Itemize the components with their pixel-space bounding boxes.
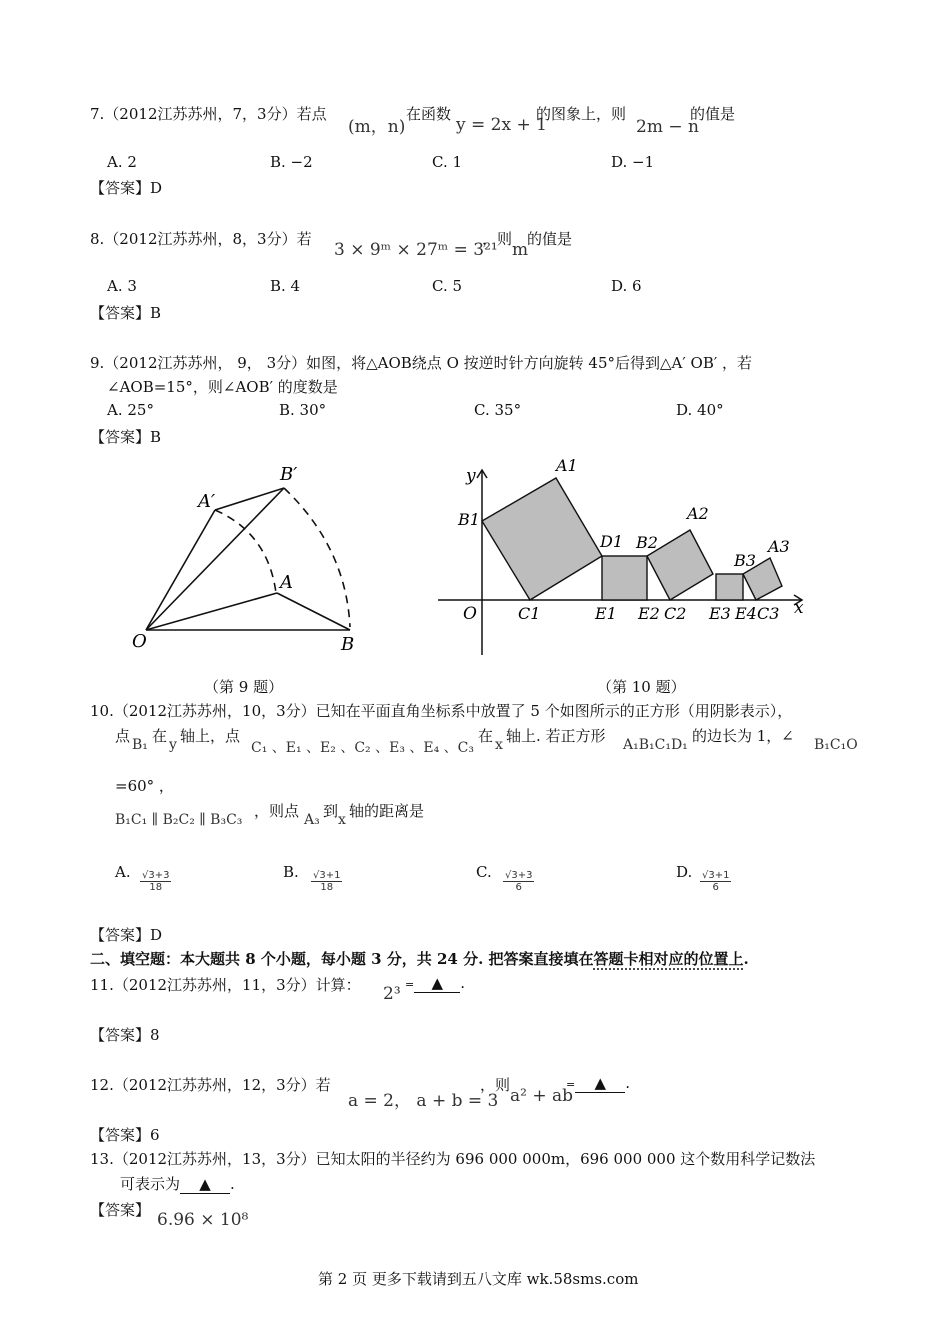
q13-answer-label: 【答案】 xyxy=(90,1201,151,1219)
q10-option-d-fraction xyxy=(700,870,731,893)
q10-option-b-label: B. xyxy=(283,863,299,881)
q11-answer: 【答案】8 xyxy=(90,1026,160,1044)
q10-answer: 【答案】D xyxy=(90,926,163,944)
fig9-label-b-prime: B′ xyxy=(280,464,298,485)
q8-suffix: 的值是 xyxy=(527,230,573,248)
q10-option-d-numerator: √3+1 xyxy=(702,870,730,881)
q12-expression: a² + ab xyxy=(510,1086,574,1106)
q8-option-c: C. 5 xyxy=(432,277,463,295)
fig9-caption: （第 9 题） xyxy=(204,678,284,696)
q12-fill xyxy=(566,1074,630,1093)
fig10-label-e1: E1 xyxy=(595,604,617,623)
q9-stem-line1: 9.（2012江苏苏州， 9， 3分）如图，将△AOB绕点 O 按逆时针方向旋转 45°后得到△A′ OB′ ，若 xyxy=(90,354,753,372)
q7-stem: 7.（2012江苏苏州，7，3分）若点 xyxy=(90,105,327,123)
q7-option-d: D. −1 xyxy=(611,153,655,171)
q7-answer: 【答案】D xyxy=(90,179,163,197)
q10-option-c-denominator: 6 xyxy=(515,882,522,893)
q10-points: C₁ 、E₁ 、E₂ 、C₂ 、E₃ 、E₄ 、C₃ xyxy=(251,740,475,756)
q10-square: A₁B₁C₁D₁ xyxy=(623,737,688,753)
q10-option-d-denominator: 6 xyxy=(712,882,719,893)
fig10-label-b3: B3 xyxy=(734,551,756,570)
q11-eq: = xyxy=(405,978,415,991)
fig10-label-c2: C2 xyxy=(664,604,687,623)
q10-option-c-label: C. xyxy=(476,863,492,881)
q10-option-b-fraction xyxy=(311,870,342,893)
figure-9 xyxy=(120,455,380,665)
q10-degree: =60° ， xyxy=(115,777,174,795)
q8-stem: 8.（2012江苏苏州，8，3分）若 xyxy=(90,230,312,248)
q10-y: y xyxy=(169,737,177,753)
q10-option-b-numerator: √3+1 xyxy=(313,870,341,881)
q11-stem: 11.（2012江苏苏州，11，3分）计算： xyxy=(90,976,361,994)
q12-stem: 12.（2012江苏苏州，12，3分）若 xyxy=(90,1076,331,1094)
fig10-label-a1: A1 xyxy=(556,456,578,475)
q8-option-a: A. 3 xyxy=(107,277,137,295)
fig9-label-a: A xyxy=(280,572,293,593)
q13-line2-prefix: 可表示为 xyxy=(120,1175,181,1193)
q10-option-d-label: D. xyxy=(676,863,693,881)
q10-side: 的边长为 1，∠ xyxy=(692,727,794,745)
fig10-label-e4: E4 xyxy=(735,604,757,623)
figure-10 xyxy=(430,455,820,665)
q12-eq: = xyxy=(566,1078,576,1091)
q7-point: (m，n) xyxy=(348,117,406,137)
q10-parallel: B₁C₁ ∥ B₂C₂ ∥ B₃C₃ xyxy=(115,812,243,828)
q12-answer: 【答案】6 xyxy=(90,1126,160,1144)
q10-zai1: 在 xyxy=(152,727,168,745)
q9-answer: 【答案】B xyxy=(90,428,162,446)
q10-option-a-denominator: 18 xyxy=(149,882,163,893)
q10-then: ，则点 xyxy=(254,802,300,820)
q13-stem-line1: 13.（2012江苏苏州，13，3分）已知太阳的半径约为 696 000 000m，696 000 000 这个数用科学记数法 xyxy=(90,1150,816,1168)
fig10-label-d1: D1 xyxy=(600,532,624,551)
fig10-axis-y: y xyxy=(466,466,476,486)
q9-option-b: B. 30° xyxy=(279,401,327,419)
q10-dian: 点 xyxy=(115,727,131,745)
q12-mid: ，则 xyxy=(480,1076,511,1094)
q8-variable: m xyxy=(512,240,529,260)
q11-expression: 2³ xyxy=(383,984,401,1004)
section2-lead: 二、填空题：本大题共 8 个小题，每小题 3 分，共 24 分. 把答案直接填在 xyxy=(90,950,594,968)
q10-distance: 轴的距离是 xyxy=(349,802,425,820)
q8-answer: 【答案】B xyxy=(90,304,162,322)
q7-mid1: 在函数 xyxy=(406,105,452,123)
fig10-label-c3: C3 xyxy=(757,604,780,623)
q7-option-c: C. 1 xyxy=(432,153,463,171)
fig10-label-e2: E2 xyxy=(638,604,660,623)
q13-end: . xyxy=(230,1175,235,1193)
q10-to: 到 xyxy=(323,802,339,820)
q10-x2: x xyxy=(338,812,346,828)
q9-option-d: D. 40° xyxy=(676,401,724,419)
fig9-label-o: O xyxy=(132,631,147,652)
q9-stem-line2: ∠AOB=15°，则∠AOB′ 的度数是 xyxy=(107,378,338,396)
q10-x: x xyxy=(495,737,503,753)
q10-b1: B₁ xyxy=(132,737,148,753)
q10-zai2: 在 xyxy=(478,727,494,745)
fig9-label-a-prime: A′ xyxy=(198,491,216,512)
fig10-label-c1: C1 xyxy=(518,604,541,623)
q7-function: y = 2x + 1 xyxy=(456,115,547,135)
fig10-axis-x: x xyxy=(794,598,804,618)
q8-equation: 3 × 9ᵐ × 27ᵐ = 3²¹ xyxy=(334,240,498,260)
q10-option-a-fraction xyxy=(140,870,171,893)
q13-stem-line2 xyxy=(120,1173,235,1194)
q7-expression: 2m − n xyxy=(636,117,699,137)
q10-option-c-numerator: √3+3 xyxy=(505,870,533,881)
q10-axis2: 轴上. 若正方形 xyxy=(506,727,606,745)
q11-fill xyxy=(405,974,465,993)
fig10-label-b1: B1 xyxy=(458,510,480,529)
q11-blank: ▲ xyxy=(414,974,460,993)
section2-header xyxy=(90,948,749,969)
q10-option-b-denominator: 18 xyxy=(320,882,334,893)
q8-option-d: D. 6 xyxy=(611,277,642,295)
fig10-label-a2: A2 xyxy=(687,504,709,523)
fig10-label-b2: B2 xyxy=(636,533,658,552)
q10-option-a-numerator: √3+3 xyxy=(142,870,170,881)
fig10-label-a3: A3 xyxy=(768,537,790,556)
q10-angle: B₁C₁O xyxy=(814,737,858,753)
q9-option-a: A. 25° xyxy=(107,401,154,419)
q12-blank: ▲ xyxy=(575,1074,625,1093)
q11-end: . xyxy=(460,974,465,992)
q7-option-a: A. 2 xyxy=(107,153,137,171)
section2-end: . xyxy=(743,950,749,968)
q12-given: a = 2， a + b = 3 xyxy=(348,1091,499,1111)
q10-a3: A₃ xyxy=(304,812,320,828)
fig9-label-b: B xyxy=(341,634,355,655)
q13-blank: ▲ xyxy=(180,1175,230,1194)
q10-option-a-label: A. xyxy=(115,863,131,881)
page-footer: 第 2 页 更多下载请到五八文库 wk.58sms.com xyxy=(318,1270,639,1288)
q13-answer-value: 6.96 × 10⁸ xyxy=(157,1210,249,1230)
q8-mid: ，则 xyxy=(482,230,513,248)
fig10-origin: O xyxy=(463,604,477,624)
q10-option-c-fraction xyxy=(503,870,534,893)
q7-option-b: B. −2 xyxy=(270,153,313,171)
q7-suffix: 的值是 xyxy=(690,105,736,123)
fig10-caption: （第 10 题） xyxy=(597,678,686,696)
q9-option-c: C. 35° xyxy=(474,401,522,419)
q8-option-b: B. 4 xyxy=(270,277,301,295)
q10-axis1: 轴上，点 xyxy=(180,727,241,745)
q7-mid2: 的图象上，则 xyxy=(536,105,627,123)
q10-stem-line1: 10.（2012江苏苏州，10，3分）已知在平面直角坐标系中放置了 5 个如图所示的正方形（用阴影表示）， xyxy=(90,702,793,720)
section2-dotted: 答题卡相对应的位置上 xyxy=(593,950,744,968)
fig10-label-e3: E3 xyxy=(709,604,731,623)
q12-end: . xyxy=(625,1074,630,1092)
